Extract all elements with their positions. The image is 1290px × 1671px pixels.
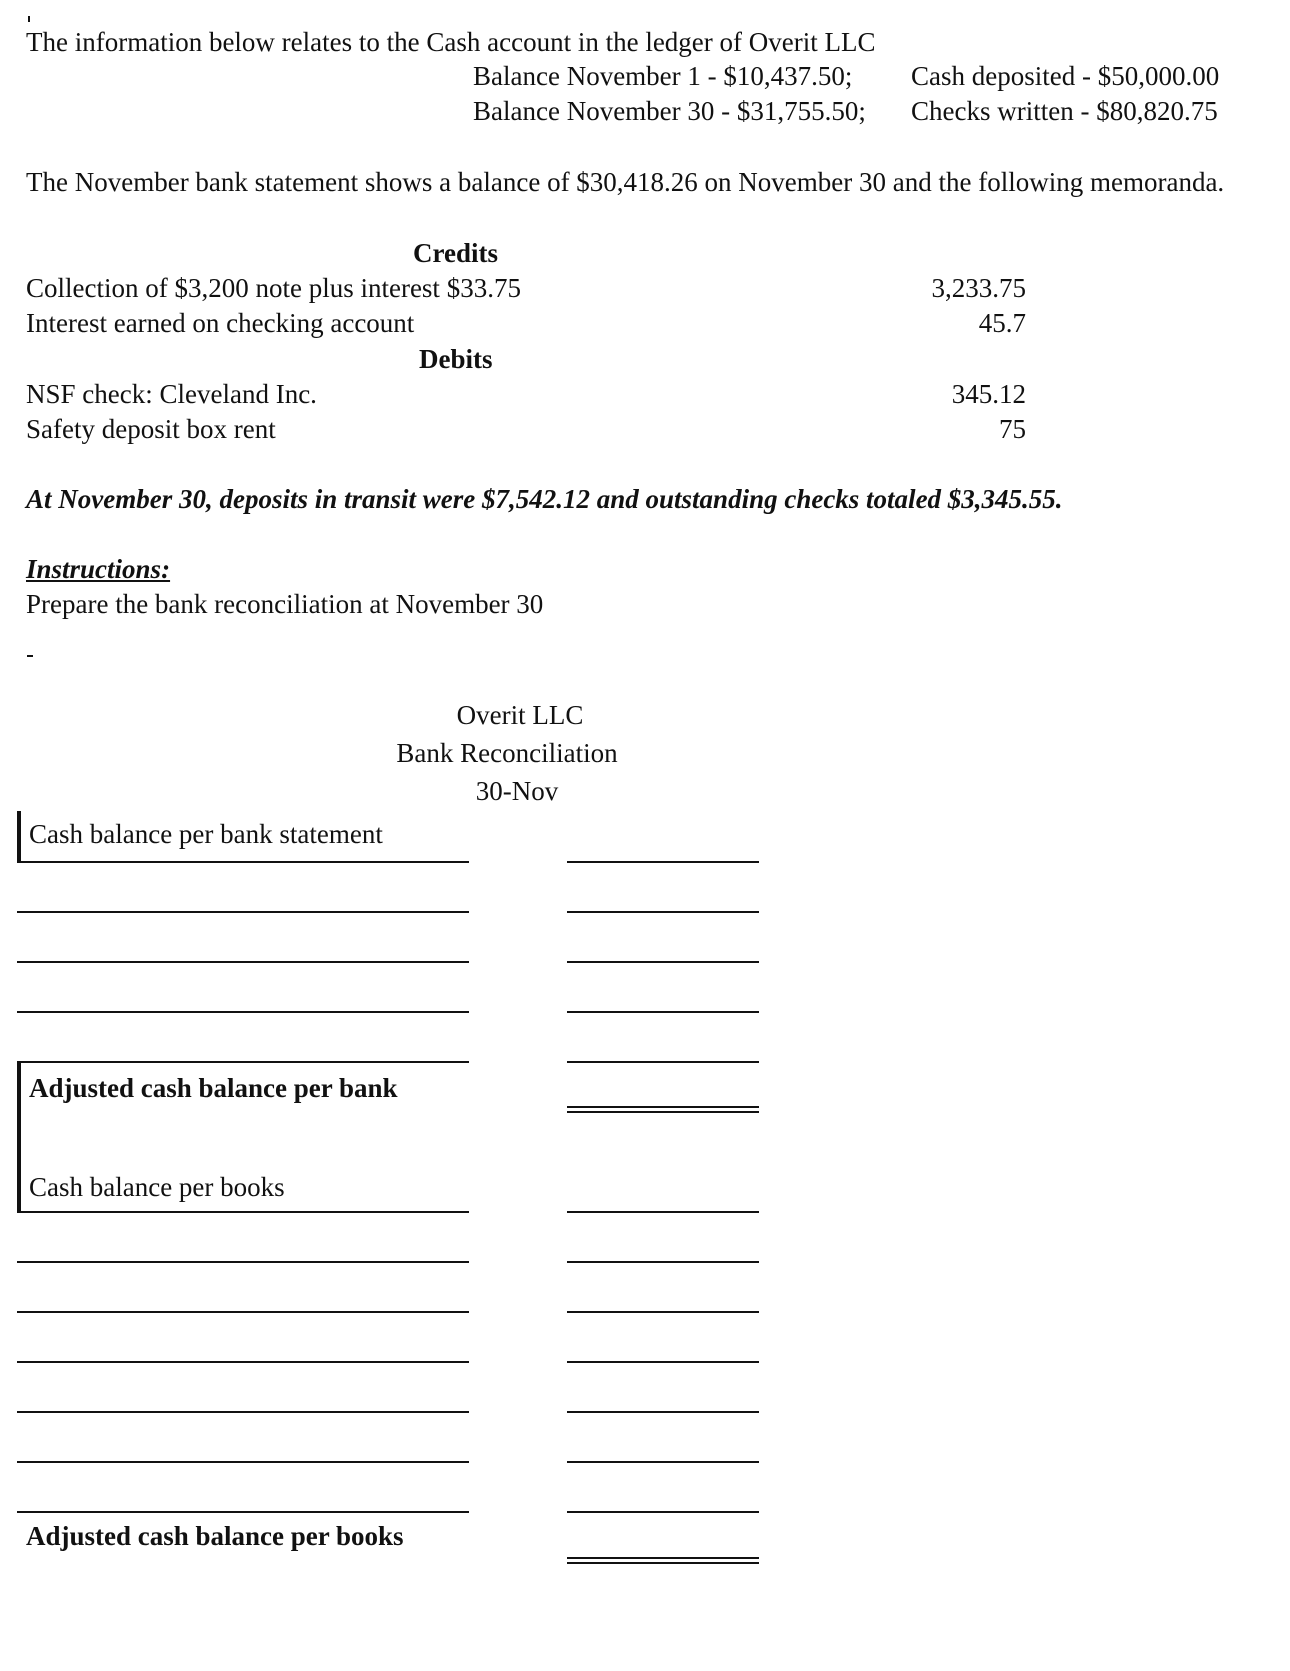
books-amount-line-2 [567, 1261, 759, 1263]
report-date: 30-Nov [475, 776, 559, 806]
bank-section-bar [17, 811, 21, 863]
books-line-1 [17, 1211, 469, 1213]
bank-start-label: Cash balance per bank statement [29, 819, 383, 849]
bank-adjusted-bar [17, 1063, 21, 1213]
transit-note: At November 30, deposits in transit were $7,542.12 and outstanding checks totaled $3,345.55. [26, 484, 1063, 514]
credit-amount-1: 3,233.75 [931, 273, 1026, 303]
intro-text: The information below relates to the Cash account in the ledger of Overit LLC [26, 27, 876, 57]
debit-amount-1: 345.12 [951, 379, 1026, 409]
bank-amount-line-2 [567, 911, 759, 913]
bank-amount-line-5 [567, 1061, 759, 1063]
books-line-2 [17, 1261, 469, 1263]
bank-amount-line-4 [567, 1011, 759, 1013]
books-line-5 [17, 1411, 469, 1413]
debit-label-1: NSF check: Cleveland Inc. [26, 379, 317, 409]
bank-line-4 [17, 1011, 469, 1013]
credits-heading: Credits [413, 238, 498, 268]
credit-amount-2: 45.7 [978, 308, 1026, 338]
bank-line-1 [17, 861, 469, 863]
books-line-4 [17, 1361, 469, 1363]
cash-deposited: Cash deposited - $50,000.00 [911, 61, 1220, 91]
books-adjusted-label: Adjusted cash balance per books [26, 1521, 404, 1551]
books-adjusted-total-line [567, 1557, 759, 1564]
instructions-heading: Instructions: [26, 554, 171, 584]
bank-adjusted-label: Adjusted cash balance per bank [29, 1073, 398, 1103]
checks-written: Checks written - $80,820.75 [911, 96, 1218, 126]
company-name: Overit LLC [456, 700, 584, 730]
books-start-label: Cash balance per books [29, 1172, 285, 1202]
bank-line-2 [17, 911, 469, 913]
books-line-7 [17, 1511, 469, 1513]
balance-nov1: Balance November 1 - $10,437.50; [473, 61, 853, 91]
bank-line-3 [17, 961, 469, 963]
credit-label-2: Interest earned on checking account [26, 308, 415, 338]
credit-label-1: Collection of $3,200 note plus interest $33.75 [26, 273, 521, 303]
books-amount-line-5 [567, 1411, 759, 1413]
books-amount-line-4 [567, 1361, 759, 1363]
report-title: Bank Reconciliation [396, 738, 618, 768]
dash-mark [27, 655, 33, 657]
instructions-text: Prepare the bank reconciliation at November 30 [26, 589, 544, 619]
books-line-6 [17, 1461, 469, 1463]
bank-amount-line-3 [567, 961, 759, 963]
books-amount-line-3 [567, 1311, 759, 1313]
books-amount-line-1 [567, 1211, 759, 1213]
bank-line-5 [17, 1061, 469, 1063]
books-amount-line-6 [567, 1461, 759, 1463]
books-line-3 [17, 1311, 469, 1313]
debits-heading: Debits [419, 344, 493, 374]
books-amount-line-7 [567, 1511, 759, 1513]
debit-amount-2: 75 [999, 414, 1026, 444]
corner-mark [28, 16, 30, 22]
statement-text: The November bank statement shows a balance of $30,418.26 on November 30 and the following memoranda. [26, 167, 1225, 197]
bank-amount-line-1 [567, 861, 759, 863]
balance-nov30: Balance November 30 - $31,755.50; [473, 96, 866, 126]
debit-label-2: Safety deposit box rent [26, 414, 276, 444]
bank-adjusted-total-line [567, 1106, 759, 1113]
